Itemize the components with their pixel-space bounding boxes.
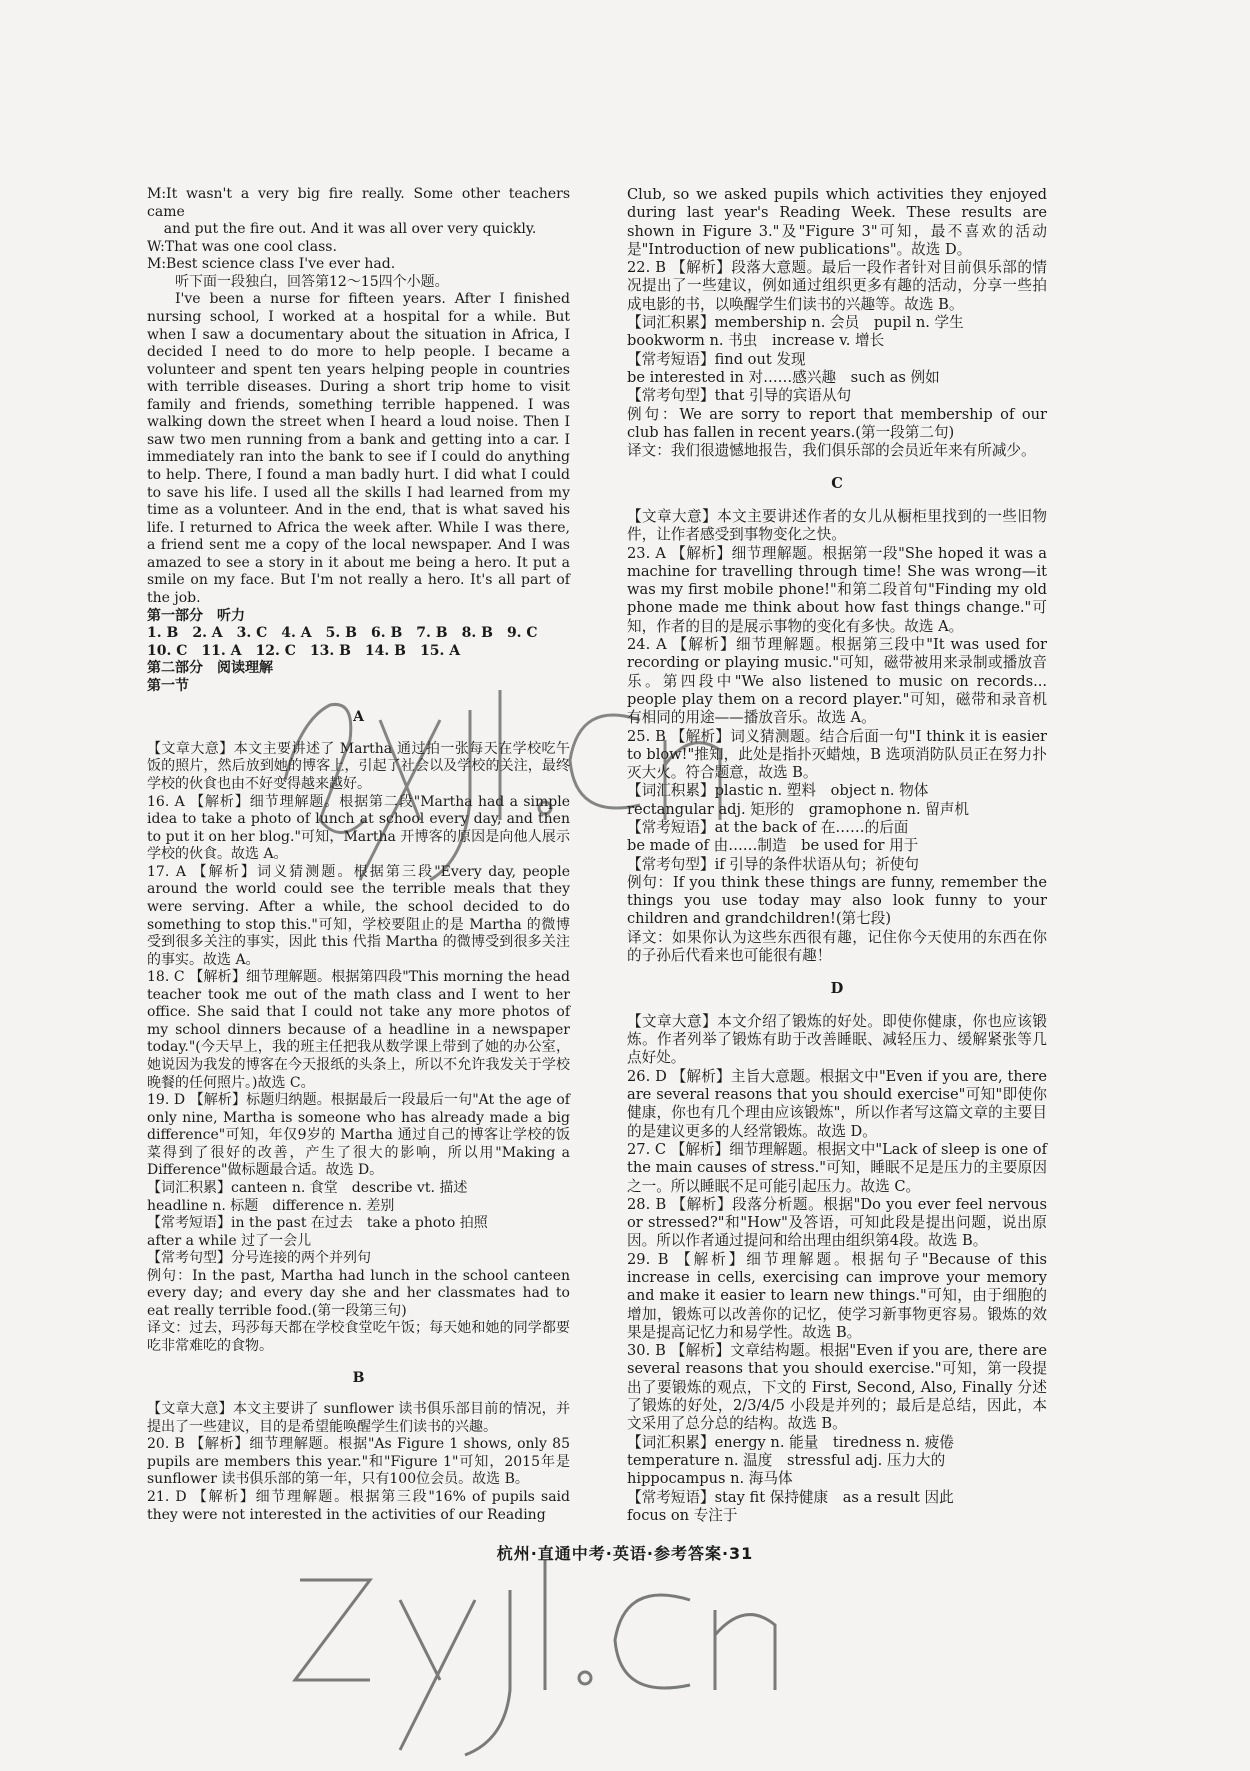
left-column — [147, 186, 570, 1524]
right-column-line: 【文章大意】本文介绍了锻炼的好处。即使你健康，你也应该锻炼。作者列举了锻炼有助于改善睡眠、减轻压力、缓解紧张等几点好处。 — [627, 1012, 1047, 1067]
right-column-line: 30. B 【解析】文章结构题。根据"Even if you are, there are several reasons that you should exercise."可知，第一段提出了要锻炼的观点，下文的 First, Second, Also, Finally 分述了锻炼的好处，2/3/4/5 小段是并列的；最后是总结，因此，本文采用了总分总的结构。故选 B。 — [627, 1342, 1047, 1433]
left-column-line: W:That was one cool class. — [147, 238, 337, 255]
left-column-line: 20. B 【解析】细节理解题。根据"As Figure 1 shows, only 85 pupils are members this year."和"Figure 1"可知，2015年是 sunflower 读书俱乐部的第一年，只有100位会员。故选 B。 — [147, 1436, 570, 1488]
left-column-line: headline n. 标题 difference n. 差别 — [147, 1197, 395, 1214]
right-column-line: temperature n. 温度 stressful adj. 压力大的 — [627, 1451, 946, 1469]
left-column-line: 18. C 【解析】细节理解题。根据第四段"This morning the head teacher took me out of the math class and I went to her office. She said that I could not take any more photos of my school dinners because of a headline in a newspaper today."(今天早上，我的班主任把我从数学课上带到了她的办公室，她说因为我发的博客在今天报纸的头条上，所以不允许我发关于学校晚餐的任何照片。)故选 C。 — [147, 969, 570, 1091]
left-column-line: 【常考句型】分号连接的两个并列句 — [147, 1250, 371, 1267]
right-column-line: 28. B 【解析】段落分析题。根据"Do you ever feel nervous or stressed?"和"How"及答语，可知此段是提出问题，说出原因。所以作者通过提问和给出理由组织第4段。故选 B。 — [627, 1195, 1047, 1250]
left-column-line: 【词汇积累】canteen n. 食堂 describe vt. 描述 — [147, 1179, 468, 1196]
left-column-line: 【文章大意】本文主要讲了 sunflower 读书俱乐部目前的情况，并提出了一些建议，目的是希望能唤醒学生们读书的兴趣。 — [147, 1401, 570, 1435]
left-column-line: M:Best science class I've ever had. — [147, 256, 396, 273]
right-column-line: Club, so we asked pupils which activities they enjoyed during last year's Reading Week. These results are shown in Figure 3."及"Figure 3"可知，最不喜欢的活动是"Introduction of new publications"。故选 D。 — [627, 186, 1047, 258]
left-column-line: 1. B 2. A 3. C 4. A 5. B 6. B 7. B 8. B 9. C — [147, 625, 538, 642]
watermark-lower — [295, 1560, 775, 1755]
left-column-line: 17. A 【解析】词义猜测题。根据第三段"Every day, people around the world could see the terrible meals that they were serving. After a while, the school decided to do something to stop this."可知，学校要阻止的是 Martha 的微博受到很多关注的事实，因此 this 代指 Martha 的微博受到很多关注的事实。故选 A。 — [147, 863, 570, 968]
page-footer: 杭州·直通中考·英语·参考答案·31 — [496, 1544, 754, 1563]
right-column-line: 例句：If you think these things are funny, remember the things you use today may also look funny to your children and grandchildren!(第七段) — [627, 873, 1047, 928]
left-column-line: 听下面一段独白，回答第12～15四个小题。 — [175, 273, 449, 290]
right-column-line: 【词汇积累】energy n. 能量 tiredness n. 疲倦 — [627, 1433, 954, 1451]
right-column-line: 29. B 【解析】细节理解题。根据句子"Because of this increase in cells, exercising can improve your memory and make it easier to learn new things."可知，由于细胞的增加，锻炼可以改善你的记忆，使学习新事物更容易。锻炼的效果是提高记忆力和易学性。故选 B。 — [627, 1250, 1047, 1341]
right-column-line: 译文：我们很遗憾地报告，我们俱乐部的会员近年来有所减少。 — [627, 442, 1036, 460]
right-column-line: 27. C 【解析】细节理解题。根据文中"Lack of sleep is one of the main causes of stress."可知，睡眠不足是压力的主要原因之一。所以睡眠不足可能引起压力。故选 C。 — [627, 1140, 1047, 1195]
left-column-line: and put the fire out. And it was all over very quickly. — [163, 221, 537, 238]
left-column-line: 【常考短语】in the past 在过去 take a photo 拍照 — [147, 1215, 488, 1232]
right-column-line: 22. B 【解析】段落大意题。最后一段作者针对目前俱乐部的情况提出了一些建议，例如通过组织更多有趣的活动，分享一些拍成电影的书，以唤醒学生们读书的兴趣等。故选 B。 — [627, 259, 1047, 313]
right-column-line: 译文：如果你认为这些东西很有趣，记住你今天使用的东西在你的子孙后代看来也可能很有趣！ — [627, 928, 1047, 965]
left-column-line: 10. C 11. A 12. C 13. B 14. B 15. A — [147, 642, 461, 659]
right-column-line: 【常考短语】find out 发现 — [627, 350, 806, 368]
left-column-line: after a while 过了一会儿 — [147, 1232, 312, 1249]
left-column-line: M:It wasn't a very big fire really. Some other teachers came — [147, 186, 570, 220]
right-column — [627, 186, 1047, 1525]
right-column-line: be interested in 对……感兴趣 such as 例如 — [627, 368, 940, 386]
right-column-line: 【常考句型】that 引导的宾语从句 — [627, 387, 852, 405]
left-column-line: 译文：过去，玛莎每天都在学校食堂吃午饭；每天她和她的同学都要吃非常难吃的食物。 — [147, 1320, 570, 1354]
right-column-line: 24. A 【解析】细节理解题。根据第三段中"It was used for recording or playing music."可知，磁带被用来录制或播放音乐。第四段中"We also listened to music on records... people play them on a record player."可知，磁带和录音机有相同的用途——播放音乐。故选 A。 — [627, 636, 1047, 727]
right-column-line: 23. A 【解析】细节理解题。根据第一段"She hoped it was a machine for travelling through time! She was wrong—it was my first mobile phone!"和第二段首句"Finding my old phone made me think about how fast things change."可知，作者的目的是展示事物的变化有多快。故选 A。 — [627, 544, 1047, 635]
left-column-line: 例句：In the past, Martha had lunch in the school canteen every day; and every day she and her classmates had to eat really terrible food.(第一段第三句) — [147, 1267, 570, 1319]
right-column-line: 【常考句型】if 引导的条件状语从句；祈使句 — [627, 855, 919, 873]
right-column-line: 25. B 【解析】词义猜测题。结合后面一句"I think it is easier to blow!"推知，此处是指扑灭蜡烛，B 选项消防队员正在努力扑灭大火。符合题意，故选 B。 — [627, 727, 1047, 782]
right-column-line: 【词汇积累】plastic n. 塑料 object n. 物体 — [627, 782, 929, 800]
right-column-line: hippocampus n. 海马体 — [627, 1470, 793, 1488]
right-column-line: 【文章大意】本文主要讲述作者的女儿从橱柜里找到的一些旧物件，让作者感受到事物变化之快。 — [627, 507, 1047, 544]
right-column-line: bookworm n. 书虫 increase v. 增长 — [627, 332, 885, 350]
right-column-line: C — [831, 475, 843, 493]
right-column-line: 例句：We are sorry to report that membership of our club has fallen in recent years.(第一段第二句) — [627, 405, 1047, 441]
right-column-line: 26. D 【解析】主旨大意题。根据文中"Even if you are, there are several reasons that you should exercise"可知"即使你健康，你也有几个理由应该锻炼"，所以作者写这篇文章的主要目的是建议更多的人经常锻炼。故选 D。 — [627, 1067, 1047, 1140]
left-column-line: 16. A 【解析】细节理解题。根据第二段"Martha had a simple idea to take a photo of lunch at school every day, and then to put it on her blog."可知，Martha 开博客的原因是向他人展示学校的伙食。故选 A。 — [147, 793, 570, 863]
left-column-line: 19. D 【解析】标题归纳题。根据最后一段最后一句"At the age of only nine, Martha is someone who has already made a big difference"可知，年仅9岁的 Martha 通过自己的博客让学校的饭菜得到了很好的改善，产生了很大的影响，所以用"Making a Difference"做标题最合适。故选 D。 — [147, 1092, 570, 1179]
left-column-line: 21. D 【解析】细节理解题。根据第三段"16% of pupils said they were not interested in the activities of our Reading — [147, 1488, 570, 1523]
left-column-line: 第一节 — [147, 677, 189, 694]
right-column-line: D — [830, 979, 844, 997]
left-column-line: 【文章大意】本文主要讲述了 Martha 通过拍一张每天在学校吃午饭的照片，然后放到她的博客上，引起了社会以及学校的关注，最终学校的伙食也由不好变得越来越好。 — [147, 740, 570, 792]
left-column-line: I've been a nurse for fifteen years. After I finished nursing school, I worked at a hospital for a while. But when I saw a documentary about the situation in Africa, I decided I need to do more to help people. I became a volunteer and spent ten years helping people in countries with terrible diseases. During a short trip home to visit family and friends, something terrible happened. I was walking down the street when I heard a loud noise. Then I saw two men running from a bank and getting into a car. I immediately ran into the bank to see if I could do anything to help. There, I found a man badly hurt. I did what I could to save his life. I used all the skills I had learned from my time as a volunteer. And in the end, that is what saved his life. I returned to Africa the week after. While I was there, a friend sent me a copy of the local newspaper. And I was amazed to see a story in it about me being a hero. It put a smile on my face. But I'm not really a hero. It's all part of the job. — [147, 291, 570, 606]
right-column-line: focus on 专注于 — [627, 1506, 738, 1524]
right-column-line: rectangular adj. 矩形的 gramophone n. 留声机 — [627, 800, 969, 818]
right-column-line: be made of 由……制造 be used for 用于 — [627, 837, 919, 855]
left-column-line: B — [352, 1369, 365, 1386]
right-column-line: 【常考短语】stay fit 保持健康 as a result 因此 — [627, 1488, 954, 1506]
left-column-line: A — [353, 709, 364, 726]
left-column-line: 第一部分 听力 — [147, 607, 245, 624]
right-column-line: 【词汇积累】membership n. 会员 pupil n. 学生 — [627, 314, 964, 332]
right-column-line: 【常考短语】at the back of 在……的后面 — [627, 818, 909, 836]
left-column-line: 第二部分 阅读理解 — [147, 660, 273, 677]
